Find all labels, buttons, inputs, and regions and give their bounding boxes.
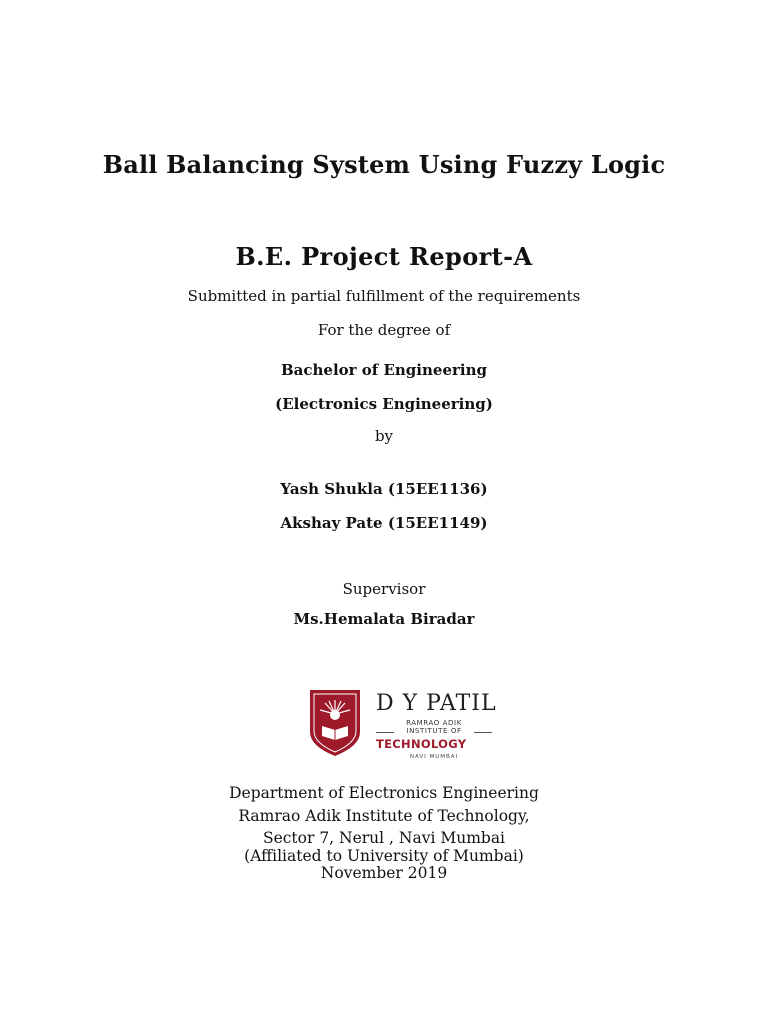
logo-line-3: TECHNOLOGY [376,737,467,751]
supervisor-label: Supervisor [342,580,426,598]
supervisor-name: Ms.Hemalata Biradar [293,610,475,628]
author-1: Yash Shukla (15EE1136) [280,480,488,498]
author-2: Akshay Pate (15EE1149) [280,514,488,532]
submitted-line: Submitted in partial fulfillment of the requirements [187,287,581,305]
report-title: Ball Balancing System Using Fuzzy Logic [102,150,666,179]
degree-branch: (Electronics Engineering) [275,395,493,413]
affiliation-line: (Affiliated to University of Mumbai) [244,847,524,865]
institute-shield-icon [308,688,362,758]
institute-logo [308,688,498,766]
logo-wordmark [372,688,502,766]
logo-name: D Y PATIL [376,691,497,716]
by-label: by [374,427,394,445]
logo-city: NAVI MUMBAI [409,754,459,760]
degree-name: Bachelor of Engineering [280,361,487,379]
logo-line-2: INSTITUTE OF [406,727,462,735]
logo-line-1: RAMRAO ADIK [406,719,462,727]
date-line: November 2019 [320,864,448,882]
address-line: Sector 7, Nerul , Navi Mumbai [262,829,506,847]
report-type: B.E. Project Report-A [235,242,533,271]
degree-intro: For the degree of [317,321,451,339]
institute-line: Ramrao Adik Institute of Technology, [238,807,530,825]
department-line: Department of Electronics Engineering [229,784,539,802]
